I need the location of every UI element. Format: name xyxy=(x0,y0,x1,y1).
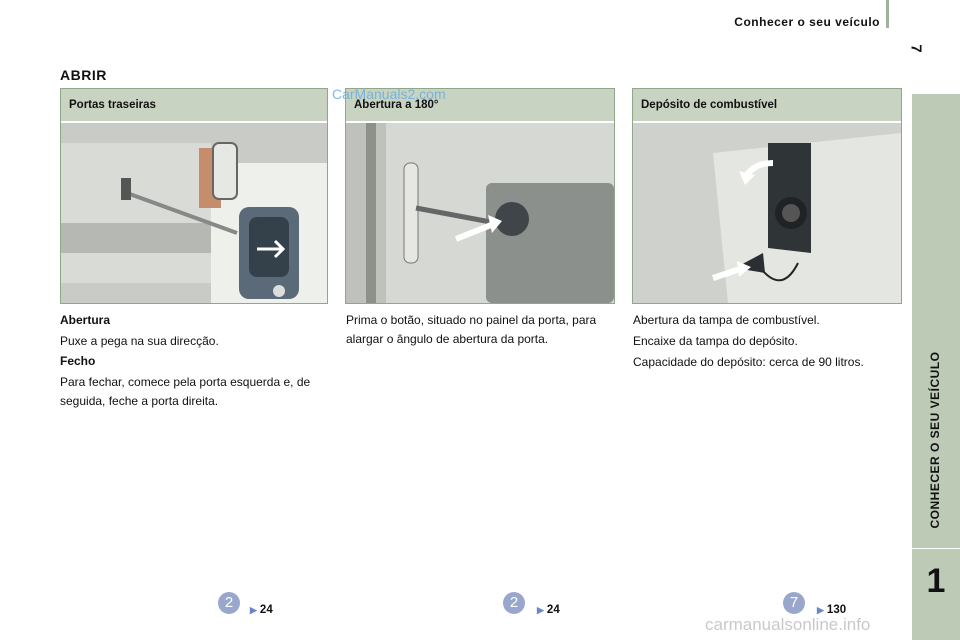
page-reference-link[interactable]: ▶ 24 xyxy=(537,604,560,616)
sidebar-divider xyxy=(912,548,960,549)
header-title: Conhecer o seu veículo xyxy=(734,15,880,29)
fuel-text-3: Capacidade do depósito: cerca de 90 litros. xyxy=(633,355,864,369)
triangle-right-icon: ▶ xyxy=(250,605,257,615)
chapter-title: CONHECER O SEU VEÍCULO xyxy=(928,351,942,529)
panel-title: Depósito de combustível xyxy=(633,89,901,123)
reference-badge[interactable]: 7 xyxy=(783,592,805,614)
panel-rear-doors xyxy=(60,88,328,304)
rear-doors-illustration xyxy=(61,123,327,303)
fuel-tank-text xyxy=(633,311,901,372)
panel-title: Portas traseiras xyxy=(61,89,327,123)
triangle-right-icon: ▶ xyxy=(537,605,544,615)
section-title: ABRIR xyxy=(60,67,107,83)
door-180-text: Prima o botão, situado no painel da porta, para alargar o ângulo de abertura da porta. xyxy=(346,313,597,346)
panel-180-opening xyxy=(345,88,615,304)
panel-title: Abertura a 180° xyxy=(346,89,614,123)
triangle-right-icon: ▶ xyxy=(817,605,824,615)
opening-heading: Abertura xyxy=(60,313,111,327)
watermark: CarManuals2.com xyxy=(332,86,446,102)
header-divider xyxy=(886,0,889,28)
page-reference-link[interactable]: ▶ 24 xyxy=(250,604,273,616)
fuel-text-1: Abertura da tampa de combustível. xyxy=(633,313,820,327)
opening-text: Puxe a pega na sua direcção. xyxy=(60,334,219,348)
fuel-cap-illustration xyxy=(633,123,901,303)
fuel-text-2: Encaixe da tampa do depósito. xyxy=(633,334,798,348)
door-button-illustration xyxy=(346,123,614,303)
page-reference-link[interactable]: ▶ 130 xyxy=(817,604,847,616)
chapter-number: 1 xyxy=(926,562,946,600)
rear-doors-text xyxy=(60,311,330,411)
page-number: 7 xyxy=(907,44,925,53)
reference-badge[interactable]: 2 xyxy=(503,592,525,614)
closing-heading: Fecho xyxy=(60,354,96,368)
watermark: carmanualsonline.info xyxy=(705,615,871,634)
closing-text: Para fechar, comece pela porta esquerda e, de seguida, feche a porta direita. xyxy=(60,375,311,408)
reference-badge[interactable]: 2 xyxy=(218,592,240,614)
panel-fuel-tank xyxy=(632,88,902,304)
